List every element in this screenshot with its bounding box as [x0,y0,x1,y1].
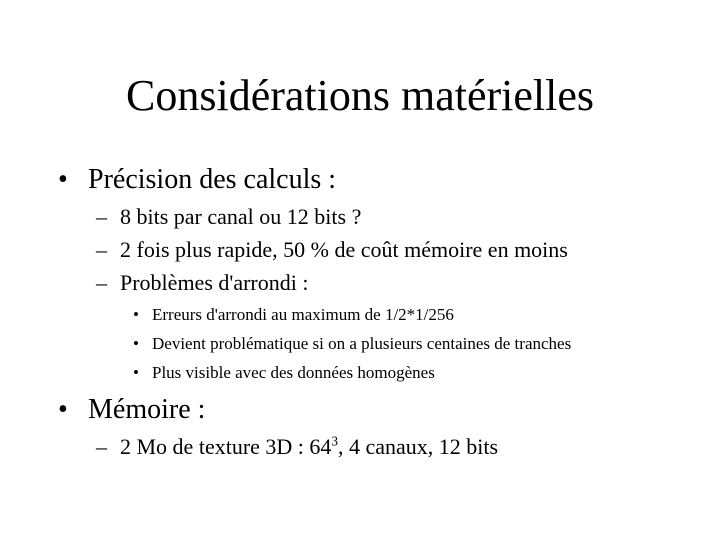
bullet-marker: • [58,164,68,195]
sub-sub-bullet-visible [133,363,693,383]
texture-text-before: 2 Mo de texture 3D : 64 [120,434,332,459]
dash-marker: – [96,237,107,262]
sub-bullet-texture [96,434,696,460]
sub-sub-bullet-text: Plus visible avec des données homogènes [152,363,435,382]
sub-sub-bullet-text: Devient problématique si on a plusieurs centaines de tranches [152,334,572,353]
sub-bullet-rounding [96,270,696,296]
sub-bullet-speed [96,237,696,263]
sub-sub-bullet-error [133,305,693,325]
sub-bullet-text: 2 fois plus rapide, 50 % de coût mémoire en moins [120,237,568,262]
sub-sub-bullet-problematic [133,334,693,354]
bullet-marker: • [133,334,139,353]
texture-text-after: , 4 canaux, 12 bits [338,434,499,459]
bullet-precision [58,164,698,196]
exponent: 3 [331,433,338,449]
bullet-memory [58,394,698,426]
sub-bullet-bits [96,204,696,230]
bullet-marker: • [133,305,139,324]
dash-marker: – [96,204,107,229]
sub-sub-bullet-text: Erreurs d'arrondi au maximum de 1/2*1/256 [152,305,454,324]
dash-marker: – [96,434,107,459]
bullet-text: Précision des calculs : [88,164,337,195]
bullet-marker: • [58,394,68,425]
sub-bullet-text [120,434,498,460]
sub-bullet-text: 8 bits par canal ou 12 bits ? [120,204,362,229]
bullet-text: Mémoire : [88,394,206,425]
slide-title: Considérations matérielles [126,71,594,120]
sub-bullet-text: Problèmes d'arrondi : [120,270,309,295]
bullet-marker: • [133,363,139,382]
dash-marker: – [96,270,107,295]
